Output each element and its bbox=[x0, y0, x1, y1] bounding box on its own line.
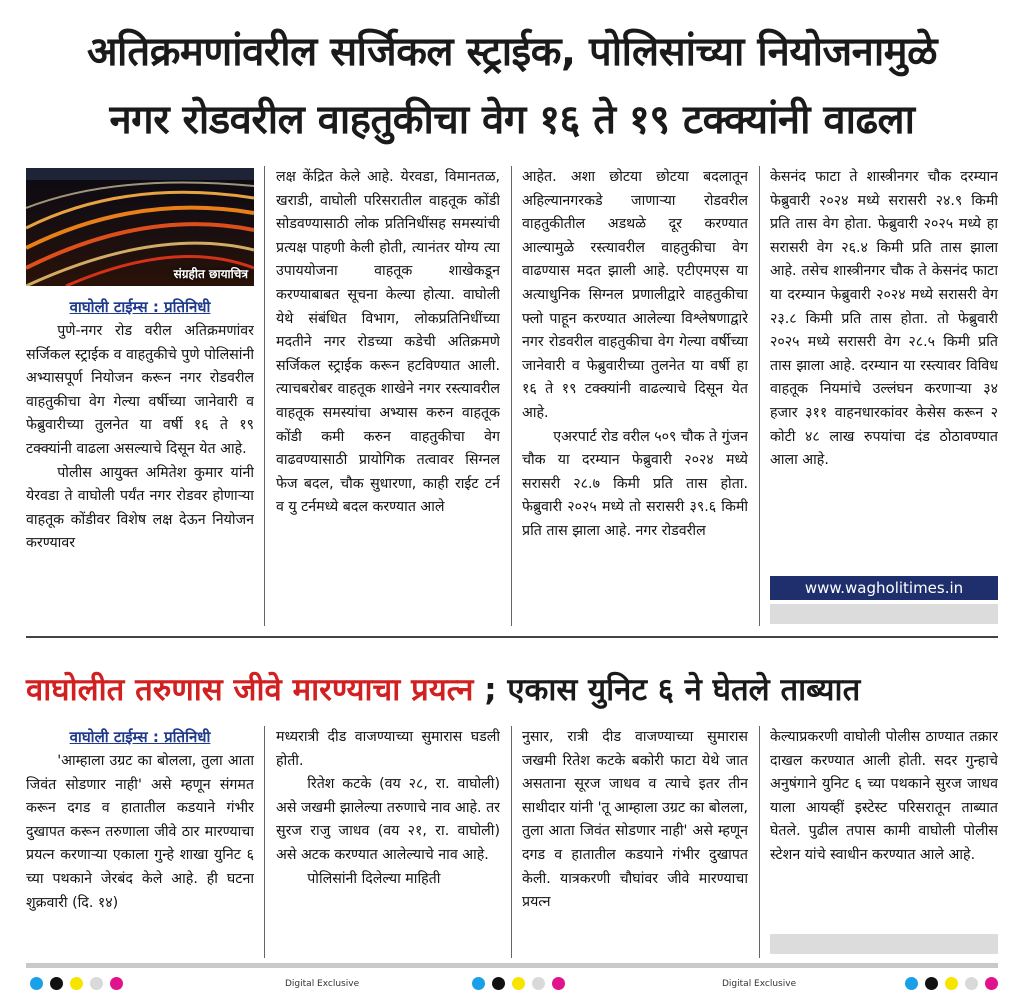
article1-col1-para1: पुणे-नगर रोड वरील अतिक्रमणांवर सर्जिकल स्ट्राईक व वाहतुकीचे पुणे पोलिसांनी अभ्यासपूर्ण नियोजन करून नगर रोडवरील वाहतुकीचा वेग गेल्या वर्षीच्या जानेवारी व फेब्रुवारीच्या तुलनेत या वर्षी १६ ते १९ टक्क्यांनी वाढला असल्याचे दिसून येत आहे. bbox=[26, 323, 254, 457]
article1-column-1 bbox=[26, 296, 254, 626]
article1-col2-para1: लक्ष केंद्रित केले आहे. येरवडा, विमानतळ, खराडी, वाघोली परिसरातील वाहतूक कोंडी सोडवण्यासाठी लोक प्रतिनिधींसह समस्यांची प्रत्यक्ष पाहणी केली होती, त्यानंतर योग्य त्या उपाययोजना वाहतूक शाखेकडून करण्याबाबत सूचना केल्या होत्या. वाघोली येथे संबंधित विभाग, लोकप्रतिनिधींच्या मदतीने नगर रोडच्या कडेची अतिक्रमणे सर्जिकल स्ट्राईक करून हटविण्यात आली. त्याचबरोबर वाहतूक शाखेने नगर रस्त्यावरील वाहतूक समस्यांचा अभ्यास करुन वाहतूक कोंडी कमी करुन वाहतुकीचा वेग वाढवण्यासाठी प्रायोगिक तत्वावर सिग्नल फेज बदल, चौक सुधारणा, काही राईट टर्न व यु टर्नमध्ये बदल करण्यात आले bbox=[276, 169, 500, 516]
article2-col2-para2: रितेश कटके (वय २८, रा. वाघोली) असे जखमी झालेल्या तरुणाचे नाव आहे. तर सुरज राजु जाधव (वय २१, रा. वाघोली) असे अटक करण्यात आलेल्याचे नाव आहे. bbox=[276, 776, 500, 863]
article2-col3-para1: नुसार, रात्री दीड वाजण्याच्या सुमारास जखमी रितेश कटके बकोरी फाटा येथे जात असताना सूरज जाधव व त्याचे इतर तीन साथीदार यांनी 'तू आम्हाला उग्रट का बोलला, तुला आता जिवंत सोडणार नाही' असे म्हणून दगड व हातातील कडयाने गंभीर दुखापत केली. यात्रकरणी चौघांवर जीवे मारण्याचा प्रयत्न bbox=[522, 729, 748, 911]
cyan-dot bbox=[472, 977, 485, 990]
article2-col4-para1: केल्याप्रकरणी वाघोली पोलीस ठाण्यात तक्रार दाखल करण्यात आली होती. सदर गुन्हाचे अनुषंगाने युनिट ६ च्या पथकाने सुरज जाधव याला आयव्हीं इस्टेस्ट परिसरातून ताब्यात घेतले. पुढील तपास कामी वाघोली पोलीस स्टेशन यांचे स्वाधीन करण्यात आले आहे. bbox=[770, 729, 998, 863]
website-url-banner[interactable]: www.wagholitimes.in bbox=[770, 576, 998, 600]
article1-col3-para1: आहेत. अशा छोटया छोटया बदलातून अहिल्यानगरकडे जाणाऱ्या रोडवरील वाहतुकीतील अडथळे दूर करण्यात आल्यामुळे रस्त्यावरील वाहतुकीचा वेग वाढण्यास मदत झाली आहे. एटीएमएस या अत्याधुनिक सिग्नल प्रणालीद्वारे वाहतुकीचा फ्लो पाहून करण्यात आलेल्या विश्लेषणाद्वारे नगर रोडवरील वाहतुकीचा वेग गेल्या वर्षीच्या जानेवारी व फेब्रुवारीच्या तुलनेत या वर्षी हा १६ ते १९ टक्क्यांनी वाढल्याचे दिसून येत आहे. bbox=[522, 169, 748, 421]
grey-dot bbox=[90, 977, 103, 990]
column-divider bbox=[759, 726, 760, 958]
black-dot bbox=[50, 977, 63, 990]
footer-label-right: Digital Exclusive bbox=[722, 979, 797, 989]
column-divider bbox=[511, 726, 512, 958]
column-divider bbox=[264, 166, 265, 626]
yellow-dot bbox=[945, 977, 958, 990]
article1-col1-para2: पोलीस आयुक्त अमितेश कुमार यांनी येरवडा ते वाघोली पर्यंत नगर रोडवर होणाऱ्या वाहतूक कोंडीवर विशेष लक्ष देऊन नियोजन करण्यावर bbox=[26, 464, 254, 552]
cyan-dot bbox=[905, 977, 918, 990]
article2-col2-para3: पोलिसांनी दिलेल्या माहिती bbox=[307, 870, 441, 887]
article1-column-2 bbox=[276, 166, 500, 626]
article2-headline-black: ; एकास युनिट ६ ने घेतले ताब्यात bbox=[473, 672, 861, 708]
black-dot bbox=[925, 977, 938, 990]
bottom-bar bbox=[26, 963, 998, 968]
magenta-dot bbox=[552, 977, 565, 990]
article2-column-1 bbox=[26, 726, 254, 958]
article1-headline-line1: अतिक्रमणांवरील सर्जिकल स्ट्राईक, पोलिसांच्या नियोजनामुळे bbox=[86, 29, 938, 75]
registration-marks-center bbox=[472, 977, 565, 990]
article1-column-4 bbox=[770, 166, 998, 572]
photo-caption: संग्रहीत छायाचित्र bbox=[173, 267, 248, 281]
article1-byline: वाघोली टाईम्स : प्रतिनिधी bbox=[69, 298, 211, 316]
article1-headline-line2: नगर रोडवरील वाहतुकीचा वेग १६ ते १९ टक्क्यांनी वाढला bbox=[109, 97, 915, 143]
article2-column-2 bbox=[276, 726, 500, 958]
article2-byline: वाघोली टाईम्स : प्रतिनिधी bbox=[69, 728, 211, 746]
article1-grey-strip bbox=[770, 604, 998, 624]
registration-marks-left bbox=[30, 977, 123, 990]
grey-dot bbox=[532, 977, 545, 990]
article1-col3-para2: एअरपार्ट रोड वरील ५०९ चौक ते गुंजन चौक या दरम्यान फेब्रुवारी २०२४ मध्ये सरासरी २८.७ किमी प्रति तास होता. फेब्रुवारी २०२५ मध्ये तो सरासरी ३९.६ किमी प्रति तास झाला आहे. नगर रोडवरील bbox=[522, 428, 748, 539]
article2-column-3 bbox=[522, 726, 748, 958]
article1-column-3 bbox=[522, 166, 748, 626]
column-divider bbox=[511, 166, 512, 626]
section-separator bbox=[26, 636, 998, 638]
registration-marks-right bbox=[905, 977, 998, 990]
article2-grey-strip bbox=[770, 934, 998, 954]
yellow-dot bbox=[512, 977, 525, 990]
article2-col2-para1: मध्यरात्री दीड वाजण्याच्या सुमारास घडली होती. bbox=[276, 729, 500, 769]
article2-col1-para1: 'आम्हाला उग्रट का बोलला, तुला आता जिवंत सोडणार नाही' असे म्हणून संगमत करून दगड व हातातील कडयाने गंभीर दुखापत करून तरुणाला जीवे ठार मारण्याचा प्रयत्न करणाऱ्या एकाला गुन्हे शाखा युनिट ६ च्या पथकाने जेरबंद केले आहे. ही घटना शुक्रवारी (दि. १४) bbox=[26, 753, 254, 911]
yellow-dot bbox=[70, 977, 83, 990]
magenta-dot bbox=[985, 977, 998, 990]
column-divider bbox=[264, 726, 265, 958]
column-divider bbox=[759, 166, 760, 626]
article2-column-4 bbox=[770, 726, 998, 926]
footer-label-left: Digital Exclusive bbox=[285, 979, 360, 989]
article2-headline-red: वाघोलीत तरुणास जीवे मारण्याचा प्रयत्न bbox=[26, 672, 474, 708]
article1-photo bbox=[26, 168, 254, 286]
grey-dot bbox=[965, 977, 978, 990]
black-dot bbox=[492, 977, 505, 990]
article2-headline bbox=[26, 668, 860, 710]
article1-col4-para1: केसनंद फाटा ते शास्त्रीनगर चौक दरम्यान फेब्रुवारी २०२४ मध्ये सरासरी २४.९ किमी प्रति तास वेग होता. फेब्रुवारी २०२५ मध्ये हा सरासरी वेग २६.४ किमी प्रति तास झाला आहे. तसेच शास्त्रीनगर चौक ते केसनंद फाटा या दरम्यान फेब्रुवारी २०२४ मध्ये सरासरी वेग २३.८ किमी प्रति तास होता. तो फेब्रुवारी २०२५ मध्ये सरासरी वेग २८.५ किमी प्रति तास झाला आहे. दरम्यान या रस्त्यावर विविध वाहतूक नियमांचे उल्लंघन करणाऱ्या ३४ हजार ३११ वाहनधारकांवर केसेस करून २ कोटी ४८ लाख रुपयांचा दंड ठोठावण्यात आला आहे. bbox=[770, 169, 998, 469]
cyan-dot bbox=[30, 977, 43, 990]
magenta-dot bbox=[110, 977, 123, 990]
